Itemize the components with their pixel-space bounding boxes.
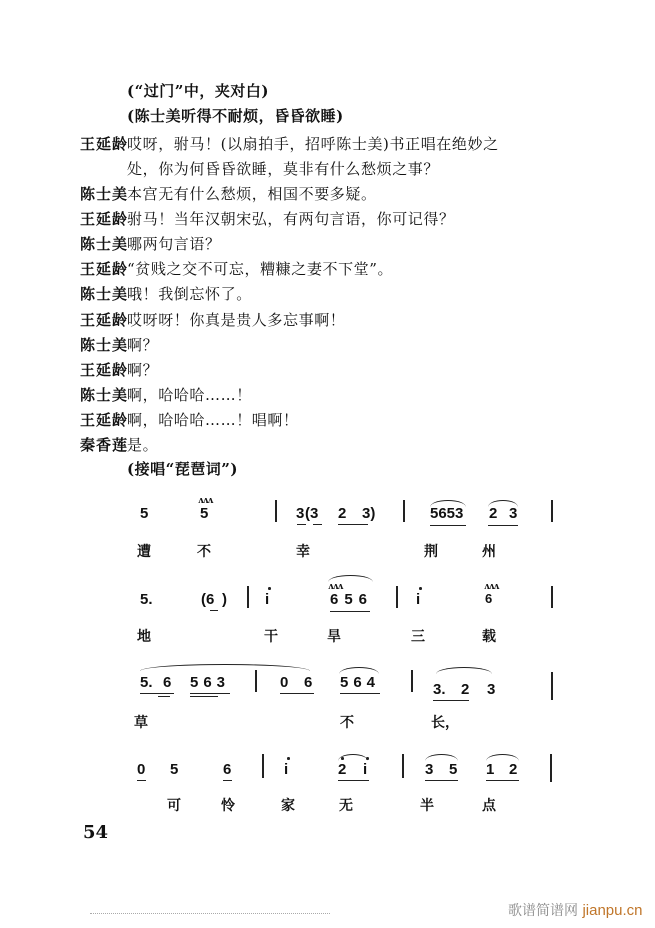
note: (3 xyxy=(305,505,319,522)
note: 564 xyxy=(340,674,381,691)
slur xyxy=(339,667,379,674)
note: 3) xyxy=(362,505,376,522)
note: 5 xyxy=(170,761,179,778)
note: 5 xyxy=(140,505,149,522)
note: 3. xyxy=(433,681,446,698)
lyric: 长， xyxy=(431,715,459,731)
speaker: 陈士美 xyxy=(80,285,129,303)
note: 3 xyxy=(487,681,496,698)
underline xyxy=(137,780,146,781)
watermark xyxy=(508,900,643,920)
underline xyxy=(330,611,370,612)
note: 6 xyxy=(485,591,493,606)
trill-mark-icon: ʌʌʌ xyxy=(484,582,499,592)
note: 3 xyxy=(509,505,518,522)
lyric: 州 xyxy=(482,544,496,560)
speech-line: 啊，哈哈哈……！ xyxy=(127,386,252,404)
lyric: 点 xyxy=(482,798,496,814)
note: 3 xyxy=(296,505,305,522)
note: 2 xyxy=(489,505,498,522)
watermark-en: jianpu.cn xyxy=(582,902,643,919)
slur xyxy=(425,754,458,761)
trill-mark-icon: ʌʌʌ xyxy=(328,582,343,592)
bar-line xyxy=(551,500,553,522)
underline xyxy=(488,525,518,526)
lyric: 半 xyxy=(420,798,434,814)
underline xyxy=(430,525,466,526)
song-direction: (接唱“琵琶词”) xyxy=(127,460,238,478)
bar-line xyxy=(247,586,249,608)
underline xyxy=(158,696,170,697)
speaker: 陈士美 xyxy=(80,235,129,253)
bar-line xyxy=(551,586,553,608)
speech-line: 哎呀，驸马！(以扇拍手，招呼陈士美)书正唱在绝妙之 xyxy=(127,135,499,153)
bar-line xyxy=(402,754,404,778)
speech-line: 哎呀呀！你真是贵人多忘事啊！ xyxy=(127,311,346,329)
note: 2 xyxy=(509,761,518,778)
lyric: 地 xyxy=(137,629,151,645)
speech-line: 啊？ xyxy=(127,336,159,354)
bar-line xyxy=(396,586,398,608)
speaker: 王延龄 xyxy=(80,135,129,153)
note: 2 xyxy=(338,505,347,522)
speaker: 秦香莲 xyxy=(80,436,129,454)
underline xyxy=(297,524,306,525)
bar-line xyxy=(275,500,277,522)
underline xyxy=(210,610,218,611)
underline xyxy=(280,693,314,694)
trill-mark-icon: ʌʌʌ xyxy=(198,496,213,506)
lyric: 旱 xyxy=(327,629,341,645)
high-octave-dot xyxy=(287,757,290,760)
speaker: 陈士美 xyxy=(80,185,129,203)
note: ) xyxy=(222,591,227,608)
slur xyxy=(140,664,310,671)
speech-line: 啊？ xyxy=(127,361,159,379)
speech-line: 是。 xyxy=(127,436,159,454)
stage-direction-1: (“过门”中，夹对白) xyxy=(127,82,269,100)
lyric: 幸 xyxy=(296,544,310,560)
lyric: 荆 xyxy=(424,544,438,560)
note: 0 xyxy=(137,761,146,778)
speaker: 王延龄 xyxy=(80,260,129,278)
note: 5653 xyxy=(430,505,464,522)
bar-line xyxy=(550,754,552,782)
underline xyxy=(433,700,469,701)
bar-line xyxy=(551,672,553,700)
note: 5 xyxy=(449,761,458,778)
speech-line: 本宫无有什么愁烦，相国不要多疑。 xyxy=(127,185,377,203)
note: 563 xyxy=(190,674,231,691)
speech-line: 哦！我倒忘怀了。 xyxy=(127,285,252,303)
high-octave-dot xyxy=(419,587,422,590)
note: 1 xyxy=(486,761,495,778)
bar-line xyxy=(403,500,405,522)
underline xyxy=(140,693,174,694)
underline xyxy=(338,524,368,525)
underline xyxy=(425,780,458,781)
speaker: 陈士美 xyxy=(80,386,129,404)
underline xyxy=(223,780,232,781)
note: i xyxy=(265,591,270,608)
underline xyxy=(338,780,369,781)
slur xyxy=(436,667,492,674)
speech-line: 哪两句言语？ xyxy=(127,235,221,253)
high-octave-dot xyxy=(268,587,271,590)
speech-line: 处，你为何昏昏欲睡，莫非有什么愁烦之事？ xyxy=(127,160,440,178)
speaker: 王延龄 xyxy=(80,311,129,329)
speech-line: “贫贱之交不可忘，糟糠之妻不下堂”。 xyxy=(127,260,394,278)
lyric: 不 xyxy=(340,715,354,731)
note: 2 xyxy=(461,681,470,698)
note: 2 xyxy=(338,761,347,778)
lyric: 可 xyxy=(167,798,181,814)
underline xyxy=(190,693,230,694)
bar-line xyxy=(411,670,413,692)
lyric: 载 xyxy=(482,629,496,645)
speaker: 王延龄 xyxy=(80,210,129,228)
lyric: 三 xyxy=(411,629,425,645)
note: 3 xyxy=(425,761,434,778)
lyric: 遭 xyxy=(137,544,151,560)
underline xyxy=(313,524,322,525)
underline xyxy=(340,693,380,694)
speaker: 王延龄 xyxy=(80,361,129,379)
bar-line xyxy=(262,754,264,778)
note: i xyxy=(416,591,421,608)
note: 6 xyxy=(163,674,172,691)
lyric: 无 xyxy=(339,798,353,814)
note: 0 xyxy=(280,674,289,691)
speech-line: 啊，哈哈哈……！唱啊！ xyxy=(127,411,299,429)
high-octave-dot xyxy=(366,757,369,760)
note: 5. xyxy=(140,674,153,691)
note: i xyxy=(284,761,289,778)
scan-artifact xyxy=(90,913,330,915)
lyric: 干 xyxy=(264,629,278,645)
note: 5 xyxy=(200,505,209,522)
slur xyxy=(486,754,519,761)
lyric: 家 xyxy=(281,798,295,814)
speech-line: 驸马！当年汉朝宋弘，有两句言语，你可记得？ xyxy=(127,210,455,228)
lyric: 不 xyxy=(197,544,211,560)
high-octave-dot xyxy=(341,757,344,760)
speaker: 王延龄 xyxy=(80,411,129,429)
note: (6 xyxy=(201,591,215,608)
note: 5. xyxy=(140,591,153,608)
slur xyxy=(328,575,373,582)
note: i xyxy=(363,761,368,778)
page-number: 54 xyxy=(83,822,109,843)
lyric: 草 xyxy=(134,715,148,731)
lyric: 怜 xyxy=(221,798,235,814)
watermark-cn: 歌谱简谱网 xyxy=(508,903,578,919)
note: 6 xyxy=(304,674,313,691)
speaker: 陈士美 xyxy=(80,336,129,354)
note: 6 xyxy=(223,761,232,778)
note: 656 xyxy=(330,591,374,608)
underline xyxy=(486,780,519,781)
underline xyxy=(190,696,218,697)
stage-direction-2: (陈士美听得不耐烦，昏昏欲睡) xyxy=(127,107,344,125)
bar-line xyxy=(255,670,257,692)
